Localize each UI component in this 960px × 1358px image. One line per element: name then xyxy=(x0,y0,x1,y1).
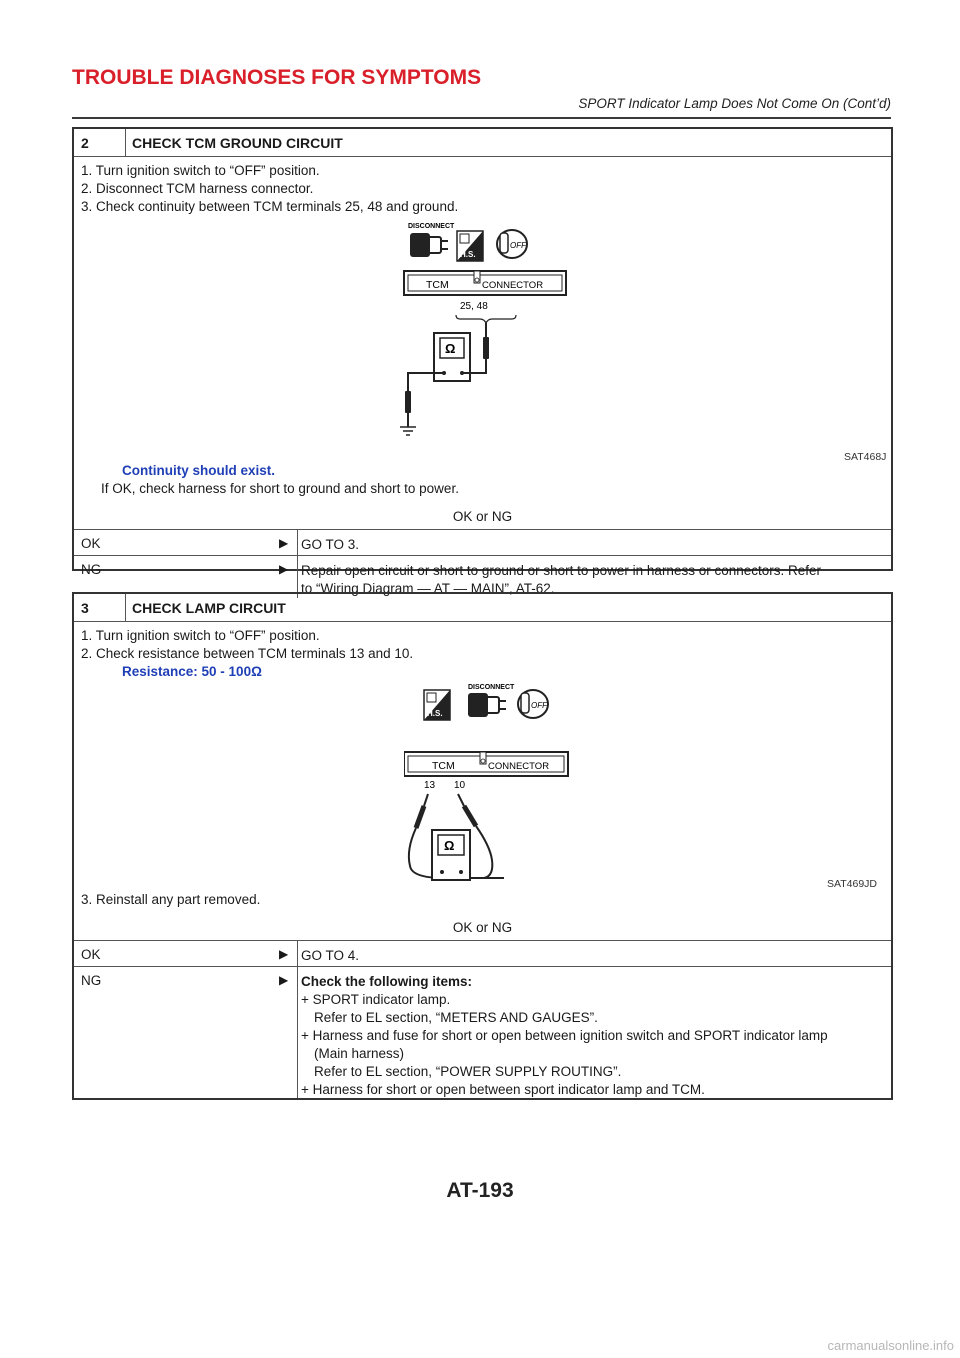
svg-text:H.S.: H.S. xyxy=(427,709,443,718)
spec-value: Resistance: 50 - 100Ω xyxy=(122,664,262,679)
ignition-key-icon xyxy=(497,230,527,258)
step-2-body xyxy=(74,157,891,524)
terminal-number: 10 xyxy=(454,780,466,791)
result-row-ok xyxy=(74,529,891,555)
result-label: NG xyxy=(81,562,102,577)
terminal-number: 13 xyxy=(424,780,436,791)
connector-label: CONNECTOR xyxy=(488,761,550,772)
step-2-header xyxy=(74,129,891,157)
step-title: CHECK LAMP CIRCUIT xyxy=(132,600,286,616)
check-item-sub: Refer to EL section, “METERS AND GAUGES”. xyxy=(314,1010,598,1025)
result-label: OK xyxy=(81,947,101,962)
watermark: carmanualsonline.info xyxy=(827,1338,954,1353)
ignition-key-icon xyxy=(518,690,548,718)
hs-icon xyxy=(457,231,483,261)
action-line: Repair open circuit or short to ground or short to power in harness or connectors. Refer xyxy=(301,563,822,578)
arrow-icon: ▶ xyxy=(279,973,289,987)
svg-text:DISCONNECT: DISCONNECT xyxy=(408,223,455,230)
step-title: CHECK TCM GROUND CIRCUIT xyxy=(132,135,343,151)
step-3-body xyxy=(74,622,891,940)
tcm-label: TCM xyxy=(432,760,455,772)
result-label: OK xyxy=(81,536,101,551)
action-line: to “Wiring Diagram — AT — MAIN”, AT-62. xyxy=(301,581,555,596)
result-action xyxy=(301,973,828,1099)
instruction-line: 2. Check resistance between TCM terminals 13 and 10. xyxy=(81,646,414,661)
divider xyxy=(297,530,298,555)
instruction-line: 1. Turn ignition switch to “OFF” position. xyxy=(81,628,320,643)
check-item-sub: Refer to EL section, “POWER SUPPLY ROUTING”. xyxy=(314,1064,622,1079)
check-item-sub: (Main harness) xyxy=(314,1046,405,1061)
hs-icon xyxy=(424,690,450,720)
bullet-icon: + xyxy=(301,1028,309,1043)
check-item xyxy=(301,1081,828,1099)
ohmmeter-icon xyxy=(432,830,470,880)
check-item xyxy=(301,1027,828,1045)
action-line: GO TO 3. xyxy=(301,537,360,552)
figure-code: SAT468J xyxy=(844,451,887,463)
spec-value: Continuity should exist. xyxy=(122,463,276,478)
svg-text:H.S.: H.S. xyxy=(460,250,476,259)
arrow-icon: ▶ xyxy=(279,562,289,576)
instruction-line: 3. Check continuity between TCM terminals 25, 48 and ground. xyxy=(81,199,459,214)
result-label: NG xyxy=(81,973,102,988)
header-rule xyxy=(72,117,891,119)
check-item xyxy=(301,991,828,1009)
resistance-check-figure xyxy=(404,682,604,894)
step-number: 2 xyxy=(81,135,89,151)
ok-or-ng-question: OK or NG xyxy=(452,920,513,935)
instruction-line: 1. Turn ignition switch to “OFF” position. xyxy=(81,163,320,178)
svg-text:Ω: Ω xyxy=(444,838,455,853)
divider xyxy=(297,941,298,966)
result-row-ng xyxy=(74,966,891,1098)
ground-icon xyxy=(400,427,416,435)
svg-text:DISCONNECT: DISCONNECT xyxy=(468,684,515,691)
result-action xyxy=(301,947,359,965)
disconnect-icon xyxy=(408,223,455,257)
instruction-line: 2. Disconnect TCM harness connector. xyxy=(81,181,314,196)
divider xyxy=(297,967,298,1098)
continuity-check-figure xyxy=(400,219,600,451)
bullet-icon: + xyxy=(301,992,309,1007)
connector-label: CONNECTOR xyxy=(482,280,544,291)
step-2-box xyxy=(72,127,893,596)
divider xyxy=(125,129,126,156)
step-3-header xyxy=(74,594,891,622)
check-item-text: SPORT indicator lamp. xyxy=(312,992,451,1007)
svg-text:Ω: Ω xyxy=(445,341,456,356)
ok-or-ng-question: OK or NG xyxy=(452,509,513,524)
check-item-text: Harness for short or open between sport indicator lamp and TCM. xyxy=(312,1082,705,1097)
tcm-label: TCM xyxy=(426,279,449,291)
svg-text:OFF: OFF xyxy=(531,701,547,710)
arrow-icon: ▶ xyxy=(279,947,289,961)
disconnect-icon xyxy=(468,684,515,717)
section-subtitle: SPORT Indicator Lamp Does Not Come On (Cont’d) xyxy=(578,96,891,111)
terminal-numbers: 25, 48 xyxy=(460,301,488,312)
check-item-text: Harness and fuse for short or open between ignition switch and SPORT indicator lamp xyxy=(312,1028,828,1043)
section-title: TROUBLE DIAGNOSES FOR SYMPTOMS xyxy=(72,66,482,89)
arrow-icon: ▶ xyxy=(279,536,289,550)
svg-text:OFF: OFF xyxy=(510,241,526,250)
step-3-box xyxy=(72,592,893,1100)
check-heading: Check the following items: xyxy=(301,974,473,989)
action-line: GO TO 4. xyxy=(301,948,360,963)
result-row-ok xyxy=(74,940,891,966)
bullet-icon: + xyxy=(301,1082,309,1097)
result-action xyxy=(301,536,359,554)
page-number: AT-193 xyxy=(446,1179,514,1202)
step-number: 3 xyxy=(81,600,89,616)
figure-code: SAT469JD xyxy=(827,878,877,890)
divider xyxy=(125,594,126,621)
instruction-line: 3. Reinstall any part removed. xyxy=(81,892,261,907)
note-text: If OK, check harness for short to ground and short to power. xyxy=(101,481,459,496)
